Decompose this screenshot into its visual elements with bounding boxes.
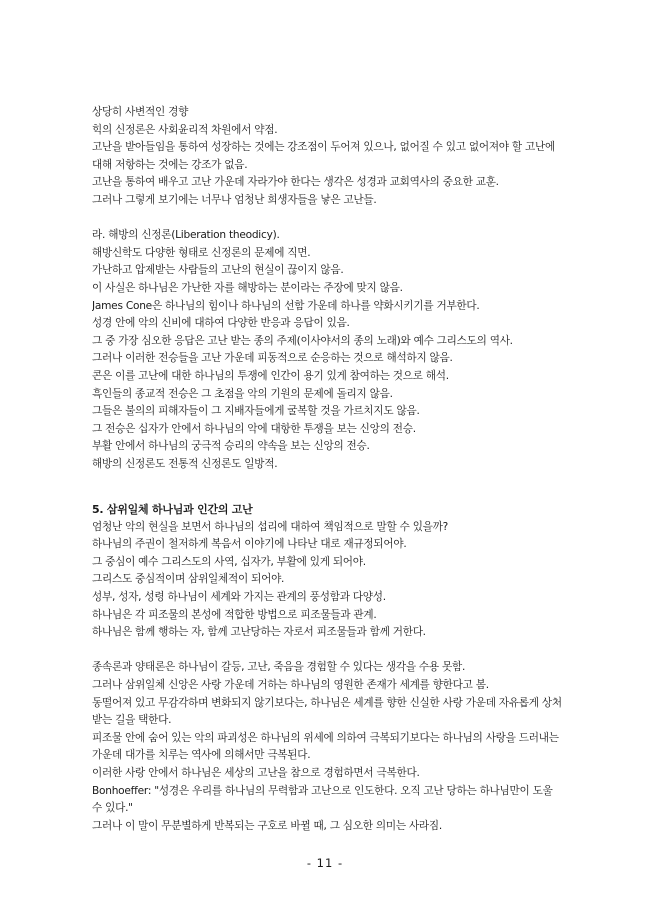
text-line: 이 사실은 하나님은 가난한 자를 해방하는 분이라는 주장에 맞지 않음. [92,281,403,294]
paragraph-gap [92,473,562,491]
text-line: 해방의 신정론도 전통적 신정론도 일방적. [92,457,278,470]
text-line: 하나님은 함께 행하는 자, 함께 고난당하는 자로서 피조물들과 함께 거한다. [92,626,426,639]
text-line: 그러나 그렇게 보기에는 너무나 엄청난 희생자들을 낳은 고난들. [92,193,377,206]
section-liberation-theodicy [92,227,562,473]
text-line: 그리스도 중심적이며 삼위일체적이 되어야. [92,573,285,586]
text-line: 그러나 삼위일체 신앙은 사랑 가운데 거하는 하나님의 영원한 존재가 세계를 향한다고 봄. [92,679,489,691]
text-line: 하나님의 주권이 철저하게 복음서 이야기에 나타난 대로 재규정되어야. [92,538,407,551]
text-line: 고난을 통하여 배우고 고난 가운데 자라가야 한다는 생각은 성경과 교회역사의 중요한 교훈. [92,176,499,189]
text-line: 라. 해방의 신정론(Liberation theodicy). [92,229,280,242]
text-line: 상당히 사변적인 경향 [92,106,189,118]
text-line: Bonhoeffer: "성경은 우리를 하나님의 무력함과 고난으로 인도한다. 오직 고난 당하는 하나님만이 도울 수 있다." [92,784,553,815]
text-line: 부활 안에서 하나님의 궁극적 승리의 약속을 보는 신앙의 전승. [92,440,370,453]
text-line: 흑인들의 종교적 전승은 그 초점을 악의 기원의 문제에 돌리지 않음. [92,387,393,400]
paragraph-gap [92,210,562,228]
text-line: 그러나 이러한 전승들을 고난 가운데 피동적으로 순응하는 것으로 해석하지 않음. [92,352,453,365]
section-heading: 5. 삼위일체 하나님과 인간의 고난 [92,503,253,517]
text-line: 해방신학도 다양한 형태로 신정론의 문제에 직면. [92,246,311,259]
section-trinity [92,519,562,642]
page-number: - 11 - [306,856,344,870]
section-trinity-suffering [92,659,562,835]
text-line: 이러한 사랑 안에서 하나님은 세상의 고난을 참으로 경험하면서 극복한다. [92,766,420,779]
text-line: 하나님은 각 피조물의 본성에 적합한 방법으로 피조물들과 관계. [92,608,377,621]
text-line: 그 중 가장 심오한 응답은 고난 받는 종의 주제(이사야서의 종의 노래)와 예수 그리스도의 역사. [92,334,513,347]
paragraph-gap [92,642,562,660]
text-line: 그들은 불의의 피해자들이 그 지배자들에게 굴복할 것을 가르치지도 않음. [92,405,420,418]
text-line: 엄청난 악의 현실을 보면서 하나님의 섭리에 대하여 책임적으로 말할 수 있을까? [92,520,449,533]
text-line: 힉의 신정론은 사회윤리적 차원에서 약점. [92,123,278,136]
text-line: 그 중심이 예수 그리스도의 사역, 십자가, 부활에 있게 되어야. [92,555,366,568]
text-line: 종속론과 양태론은 하나님이 갈등, 고난, 죽음을 경험할 수 있다는 생각을 수용 못함. [92,661,466,674]
page-content [92,104,562,835]
text-line: 그 전승은 십자가 안에서 하나님의 악에 대항한 투쟁을 보는 신앙의 전승. [92,422,416,435]
text-line: James Cone은 하나님의 힘이나 하나님의 선함 가운데 하나를 약화시키기를 거부한다. [92,299,480,312]
text-line: 가난하고 압제받는 사람들의 고난의 현실이 끊이지 않음. [92,264,344,277]
text-line: 고난을 받아들임을 통하여 성장하는 것에는 강조점이 두어져 있으나, 없어질 수 있고 없어져야 할 고난에 대해 저항하는 것에는 강조가 없음. [92,141,555,171]
text-line: 성경 안에 악의 신비에 대하여 다양한 반응과 응답이 있음. [92,317,350,330]
text-line: 성부, 성자, 성령 하나님이 세계와 가지는 관계의 풍성함과 다양성. [92,591,386,604]
section-theodicy-critique [92,104,562,210]
text-line: 콘은 이를 고난에 대한 하나님의 투쟁에 인간이 용기 있게 참여하는 것으로 해석. [92,369,449,382]
text-line: 동떨어져 있고 무감각하며 변화되지 않기보다는, 하나님은 세계를 향한 신실한 사랑 가운데 자유롭게 상처받는 길을 택한다. [92,696,562,727]
text-line: 피조물 안에 숨어 있는 악의 파괴성은 하나님의 위세에 의하여 극복되기보다는 하나님의 사랑을 드러내는 가운데 대가를 치루는 역사에 의해서만 극복된다. [92,731,559,762]
text-line: 그러나 이 말이 무분별하게 반복되는 구호로 바뀔 때, 그 심오한 의미는 사라짐. [92,819,443,832]
